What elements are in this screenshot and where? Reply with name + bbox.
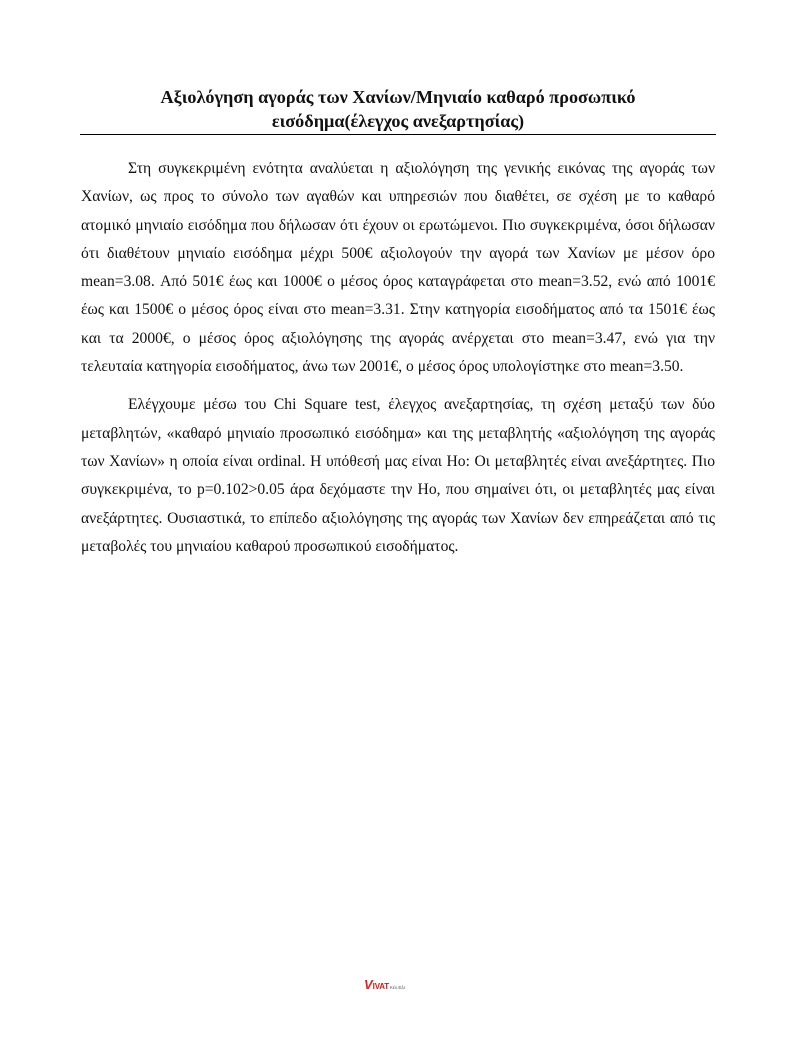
paragraph-income-means: Στη συγκεκριμένη ενότητα αναλύεται η αξιολόγηση της γενικής εικόνας της αγοράς των Χανίων, ως προς το σύνολο των αγαθών και υπηρεσιών που διαθέτει, σε σχέση με το καθαρό ατομικό μηνιαίο εισόδημα που δήλωσαν ότι έχουν οι ερωτώμενοι. Πιο συγκεκριμένα, όσοι δήλωσαν ότι διαθέτουν μηνιαίο εισόδημα μέχρι 500€ αξιολογούν την αγορά των Χανίων με μέσον όρο mean=3.08. Από 501€ έως και 1000€ ο μέσος όρος καταγράφεται στο mean=3.52, ενώ από 1001€ έως και 1500€ ο μέσος όρος είναι στο mean=3.31. Στην κατηγορία εισοδήματος από τα 1501€ έως και τα 2000€, ο μέσος όρος αξιολόγησης της αγοράς ανέρχεται στο mean=3.47, ενώ για την τελευταία κατηγορία εισοδήματος, άνω των 2001€, ο μέσος όρος υπολογίστηκε στο mean=3.50. [81, 160, 715, 376]
vivat-logo [364, 975, 405, 991]
logo-letter-v: V [364, 977, 373, 992]
document-body [81, 155, 715, 571]
logo-wordmark: IVAT [372, 982, 389, 991]
title-line-2: εισόδημα(έλεγχος ανεξαρτησίας) [271, 111, 525, 131]
title-line-1: Αξιολόγηση αγοράς των Χανίων/Μηνιαίο καθαρό προσωπικό [160, 87, 636, 107]
document-title [81, 85, 715, 133]
title-underline [80, 134, 716, 135]
paragraph-chi-square: Ελέγχουμε μέσω του Chi Square test, έλεγχος ανεξαρτησίας, τη σχέση μεταξύ των δύο μεταβλητών, «καθαρό μηνιαίο προσωπικό εισόδημα» και της μεταβλητής «αξιολόγηση της αγοράς των Χανίων» η οποία είναι ordinal. Η υπόθεσή μας είναι Ho: Οι μεταβλητές είναι ανεξάρτητες. Πιο συγκεκριμένα, το p=0.102>0.05 άρα δεχόμαστε την Ho, που σημαίνει ότι, οι μεταβλητές μας είναι ανεξάρτητες. Ουσιαστικά, το επίπεδο αξιολόγησης της αγοράς των Χανίων δεν επηρεάζεται από τις μεταβολές του μηνιαίου καθαρού προσωπικού εισοδήματος. [81, 396, 715, 555]
logo-subtext: Κέν.Εξε [389, 985, 406, 990]
